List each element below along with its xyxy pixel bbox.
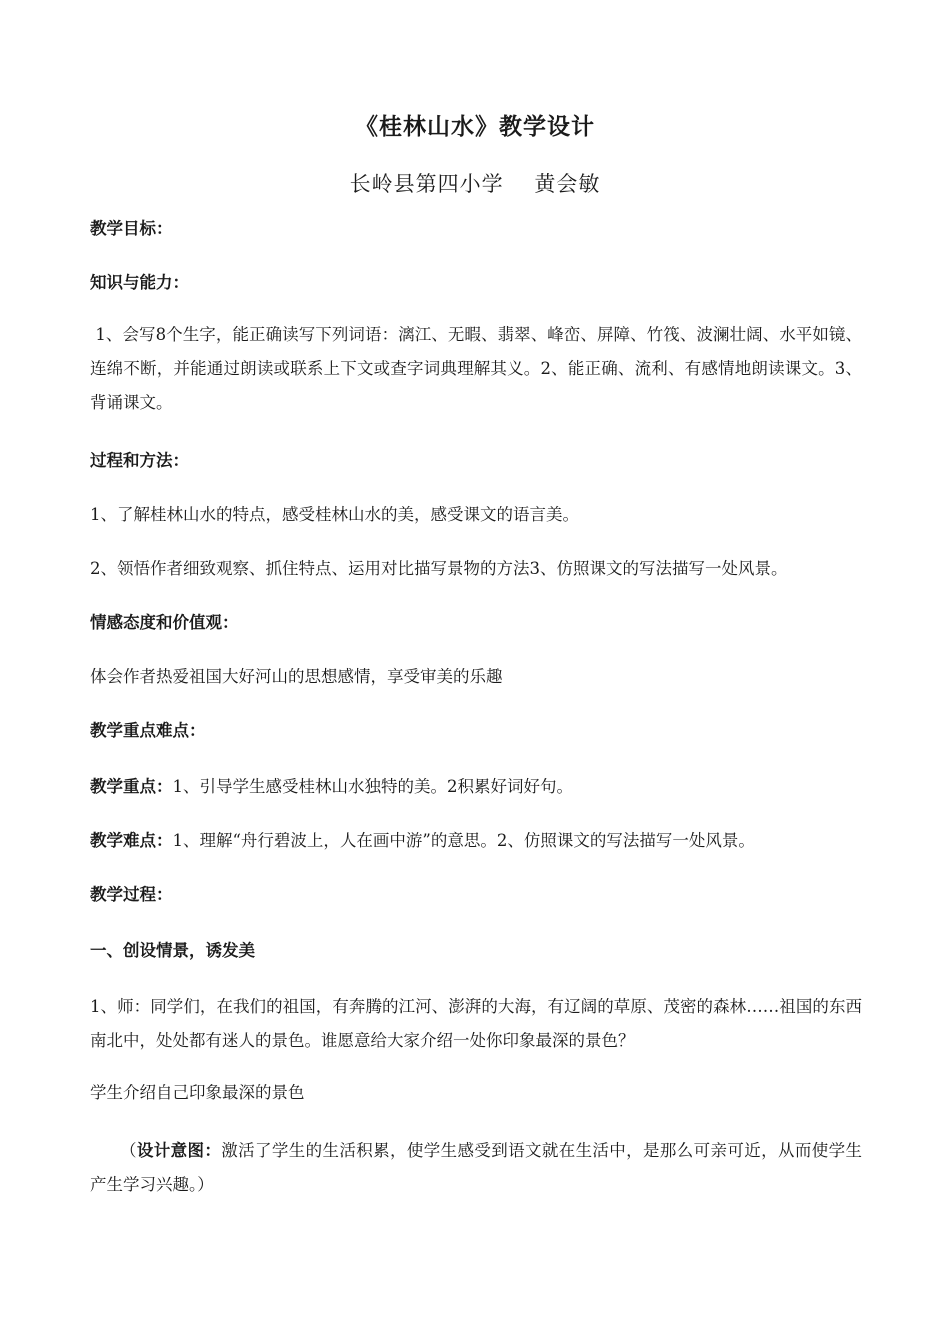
design-intent-open: （ xyxy=(120,1141,137,1160)
goals-heading: 教学目标： xyxy=(90,219,173,238)
section-1-heading: 一、创设情景，诱发美 xyxy=(90,941,255,960)
document-title: 《桂林山水》教学设计 xyxy=(355,113,595,140)
knowledge-heading: 知识与能力： xyxy=(90,273,189,292)
section-1-student-text: 学生介绍自己印象最深的景色 xyxy=(90,1083,305,1102)
key-point-text: 1、引导学生感受桂林山水独特的美。2积累好词好句。 xyxy=(172,777,573,796)
process-heading: 过程和方法： xyxy=(90,451,189,470)
teaching-process-heading: 教学过程： xyxy=(90,885,173,904)
design-intent-text: 激活了学生的生活积累，使学生感受到语文就在生活中，是那么可亲可近，从而使学生产生学习兴趣。） xyxy=(90,1141,863,1194)
difficulty-line xyxy=(90,824,862,858)
key-point-line xyxy=(90,770,862,804)
knowledge-text: 1、会写8个生字，能正确读写下列词语：漓江、无暇、翡翠、峰峦、屏障、竹筏、波澜壮阔、水平如镜、连绵不断，并能通过朗读或联系上下文或查字词典理解其义。2、能正确、流利、有感情地朗读课文。3、背诵课文。 xyxy=(90,325,863,412)
key-difficulty-heading: 教学重点难点： xyxy=(90,721,206,740)
difficulty-text: 1、理解“舟行碧波上，人在画中游”的意思。2、仿照课文的写法描写一处风景。 xyxy=(172,831,755,850)
emotion-text: 体会作者热爱祖国大好河山的思想感情，享受审美的乐趣 xyxy=(90,667,503,686)
key-point-label: 教学重点： xyxy=(90,777,173,796)
section-1-text: 1、师：同学们，在我们的祖国，有奔腾的江河、澎湃的大海，有辽阔的草原、茂密的森林……祖国的东西南北中，处处都有迷人的景色。谁愿意给大家介绍一处你印象最深的景色？ xyxy=(90,997,862,1050)
emotion-heading: 情感态度和价值观： xyxy=(90,613,239,632)
process-item-1: 1、了解桂林山水的特点，感受桂林山水的美，感受课文的语言美。 xyxy=(90,505,579,524)
design-intent-label: 设计意图： xyxy=(136,1141,222,1160)
design-intent-paragraph xyxy=(90,1134,862,1202)
document-author: 长岭县第四小学 黄会敏 xyxy=(349,172,601,196)
difficulty-label: 教学难点： xyxy=(90,831,173,850)
process-item-2: 2、领悟作者细致观察、抓住特点、运用对比描写景物的方法3、仿照课文的写法描写一处风景。 xyxy=(90,559,788,578)
